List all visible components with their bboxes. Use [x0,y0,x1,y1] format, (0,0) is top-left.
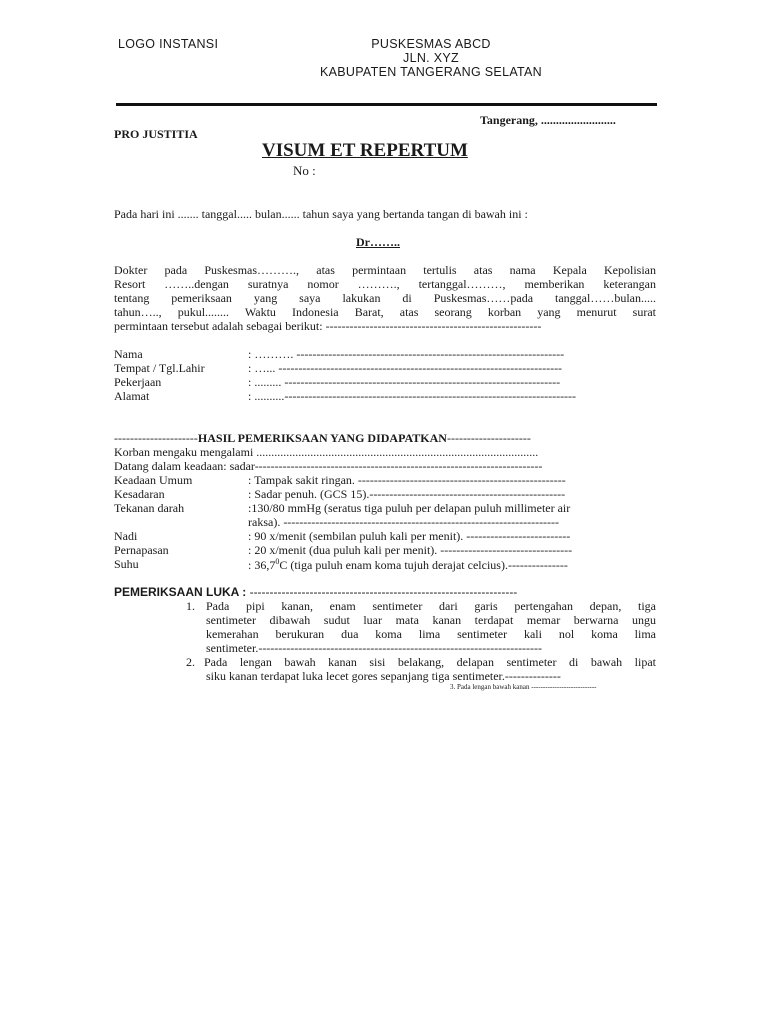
temperature-unit-text: C (tiga puluh enam koma tujuh derajat celcius).--------------- [279,558,568,572]
vital-value-temperature [248,557,568,573]
vital-label-consciousness: Kesadaran [114,487,165,501]
vital-value-pulse: : 90 x/menit (sembilan puluh kali per menit). -------------------------- [248,529,571,543]
place-date: Tangerang, ......................... [480,113,616,127]
identity-value-address: : ..........------------------------------------------------------------------------- [248,389,577,403]
vital-label-pulse: Nadi [114,529,138,543]
header-divider [116,103,657,106]
document-title: VISUM ET REPERTUM [262,140,468,161]
wound-item-number: 1. [186,599,195,613]
identity-label-occupation: Pekerjaan [114,375,162,389]
wound-item-line: Pada pipi kanan, enam sentimeter dari garis pertengahan depan, tiga [206,599,656,613]
wound-item-line: sentimeter.----------------------------------------------------------------------- [206,641,543,655]
results-heading [114,431,531,446]
vital-label-respiration: Pernapasan [114,543,169,557]
wounds-heading [114,585,517,599]
identity-value-occupation: : ......... --------------------------------------------------------------------- [248,375,561,389]
wound-item-line: kemerahan berukuran dua koma lima sentimeter kali nol koma lima [206,627,656,641]
degree-mark: 0 [275,557,280,566]
continuation-note: 3. Pada lengan bawah kanan ---------------------------- [450,683,597,691]
doctor-name: Dr…….. [356,235,400,249]
vital-label-general: Keadaan Umum [114,473,193,487]
wounds-heading-dashes: ------------------------------------------------------------------- [246,585,518,599]
vital-value-general: : Tampak sakit ringan. ---------------------------------------------------- [248,473,566,487]
arrival-state: Datang dalam keadaan: sadar------------------------------------------------------------------------ [114,459,543,473]
wound-item-number: 2. [186,655,195,669]
statement-line: Resort ……..dengan suratnya nomor ………., tertanggal………, memberikan keterangan [114,277,656,291]
vital-value-consciousness: : Sadar penuh. (GCS 15).------------------------------------------------- [248,487,566,501]
identity-value-name: : ………. ------------------------------------------------------------------- [248,347,565,361]
identity-value-birth: : …... ----------------------------------------------------------------------- [248,361,563,375]
identity-label-name: Nama [114,347,143,361]
wounds-heading-text: PEMERIKSAAN LUKA : [114,585,247,599]
identity-label-birth: Tempat / Tgl.Lahir [114,361,205,375]
statement-line: tahun….., pukul........ Waktu Indonesia Barat, atas seorang korban yang menurut surat [114,305,656,319]
vital-value-blood-pressure-cont: raksa). --------------------------------------------------------------------- [248,515,560,529]
pro-justitia: PRO JUSTITIA [114,127,198,141]
vital-label-temperature: Suhu [114,557,139,571]
statement-line: permintaan tersebut adalah sebagai berikut: ------------------------------------------------------ [114,319,542,333]
vital-label-blood-pressure: Tekanan darah [114,501,185,515]
results-heading-text: HASIL PEMERIKSAAN YANG DIDAPATKAN [197,431,447,445]
vital-value-respiration: : 20 x/menit (dua puluh kali per menit). --------------------------------- [248,543,573,557]
statement-line: tentang pemeriksaan yang saya lakukan di Puskesmas……pada tanggal……bulan..... [114,291,656,305]
intro-text: Pada hari ini ....... tanggal..... bulan...... tahun saya yang bertanda tangan di bawah ini : [114,207,528,221]
vital-value-blood-pressure: :130/80 mmHg (seratus tiga puluh per delapan puluh millimeter air [248,501,571,515]
org-name: PUSKESMAS ABCD [371,37,491,51]
wound-item-line: sentimeter dibawah sudut luar mata kanan terdapat memar berwarna ungu [206,613,656,627]
document-number-label: No : [293,163,316,178]
results-dashes-right: --------------------- [446,431,531,445]
statement-line: Dokter pada Puskesmas………., atas permintaan tertulis atas nama Kepala Kepolisian [114,263,656,277]
temperature-value: : 36,7 [248,558,276,572]
results-dashes-left: --------------------- [114,431,198,445]
wound-item-line: siku kanan terdapat luka lecet gores sepanjang tiga sentimeter.-------------- [206,669,561,683]
logo-placeholder: LOGO INSTANSI [118,37,219,51]
identity-label-address: Alamat [114,389,150,403]
org-region: KABUPATEN TANGERANG SELATAN [319,65,543,79]
wound-item-line: Pada lengan bawah kanan sisi belakang, delapan sentimeter di bawah lipat [204,655,656,669]
org-street: JLN. XYZ [403,51,459,65]
victim-claim: Korban mengaku mengalami .............................................................................................. [114,445,539,459]
